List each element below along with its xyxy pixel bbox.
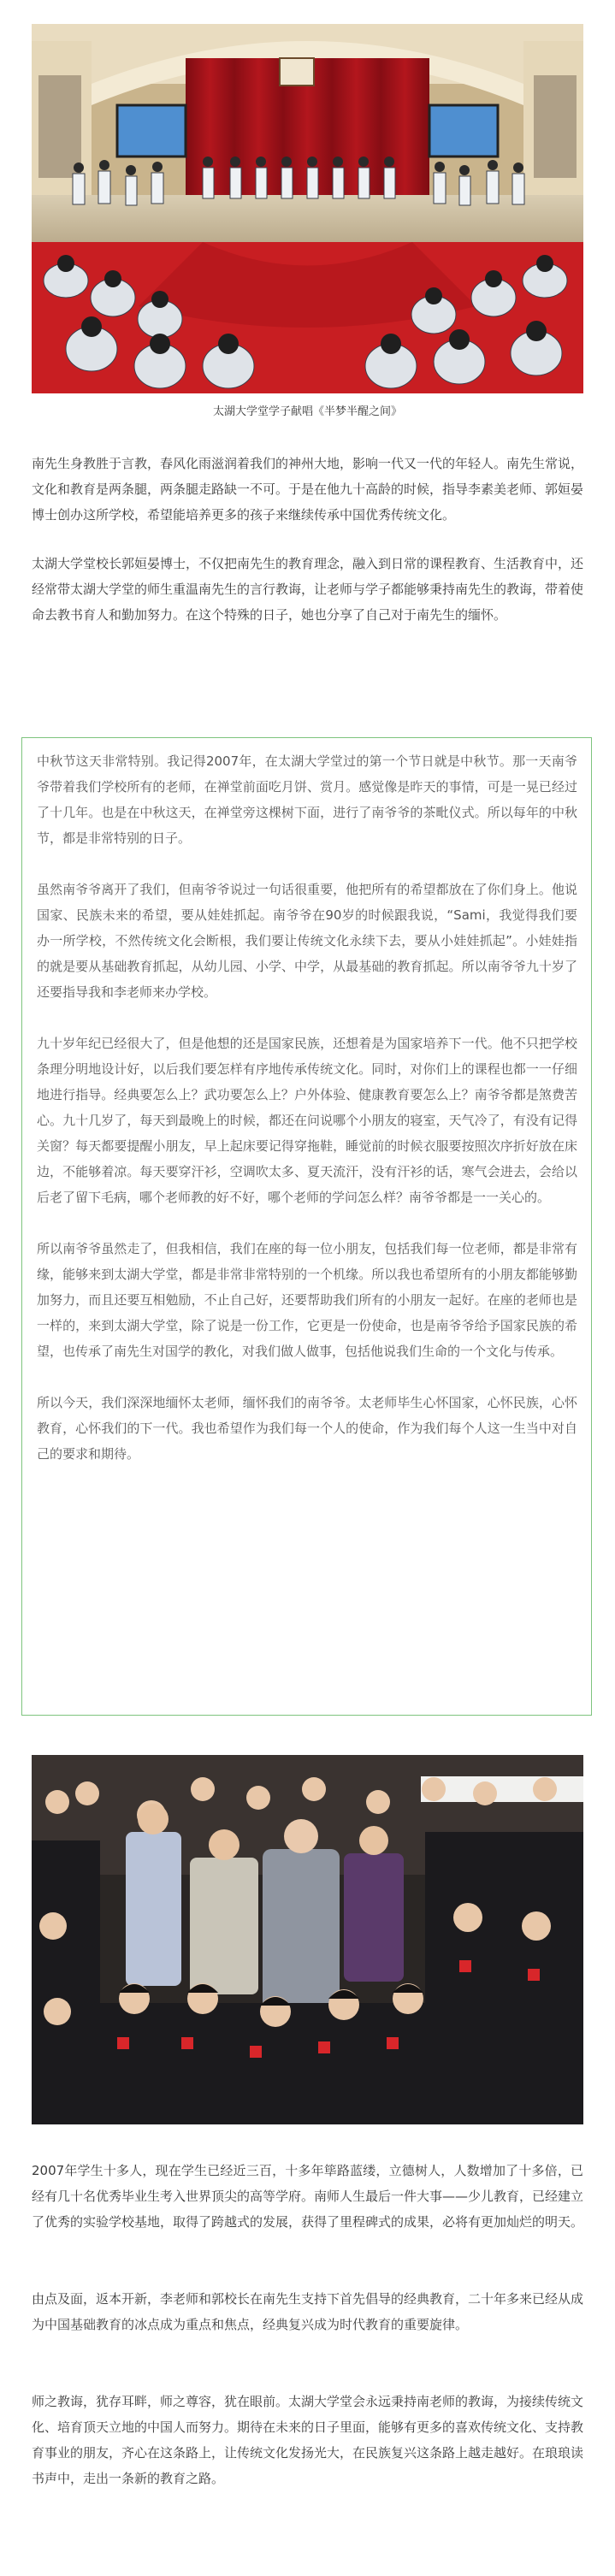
quote-paragraph-1: 中秋节这天非常特别。我记得2007年，在太湖大学堂过的第一个节日就是中秋节。那一天南爷爷带着我们学校所有的老师，在禅堂前面吃月饼、赏月。感觉像是昨天的事情，可是一晃已经过了十几年。也是在中秋这天，在禅堂旁这棵树下面，进行了南爷爷的茶毗仪式。所以每年的中秋节，都是非常特别的日子。 bbox=[37, 753, 577, 846]
quote-paragraph-5: 所以今天，我们深深地缅怀太老师，缅怀我们的南爷爷。太老师毕生心怀国家，心怀民族，心怀教育，心怀我们的下一代。我也希望作为我们每一个人的使命，作为我们每个人这一生当中对自己的要求和期待。 bbox=[37, 1395, 577, 1462]
group-photo-image bbox=[32, 1755, 583, 2124]
intro-paragraph-2: 太湖大学堂校长郭姮晏博士，不仅把南先生的教育理念，融入到日常的课程教育、生活教育中，还经常带太湖大学堂的师生重温南先生的言行教诲，让老师与学子都能够秉持南先生的教诲，带着使命去教书育人和勤加努力。在这个特殊的日子，她也分享了自己对于南先生的缅怀。 bbox=[32, 556, 584, 623]
speech-quote-box bbox=[21, 737, 592, 1716]
group-photo bbox=[32, 1755, 583, 2124]
outro-paragraph-2: 由点及面，返本开新，李老师和郭校长在南先生支持下首先倡导的经典教育，二十年多来已经从成为中国基础教育的冰点成为重点和焦点，经典复兴成为时代教育的重要旋律。 bbox=[32, 2291, 584, 2332]
intro-paragraph-1: 南先生身教胜于言教，春风化雨滋润着我们的神州大地，影响一代又一代的年轻人。南先生常说，文化和教育是两条腿，两条腿走路缺一不可。于是在他九十高龄的时候，指导李素美老师、郭姮晏博士创办这所学校，希望能培养更多的孩子来继续传承中国优秀传统文化。 bbox=[32, 456, 584, 523]
stage-performance-image bbox=[32, 24, 583, 393]
quote-paragraph-3: 九十岁年纪已经很大了，但是他想的还是国家民族，还想着是为国家培养下一代。他不只把学校条理分明地设计好，以后我们要怎样有序地传承传统文化。同时，对你们上的课程也都一一仔细地进行指导。经典要怎么上？武功要怎么上？户外体验、健康教育要怎么上？南爷爷都是煞费苦心。九十几岁了，每天到最晚上的时候，都还在问说哪个小朋友的寝室，天气冷了，有没有记得关窗？每天都要提醒小朋友，早上起床要记得穿拖鞋，睡觉前的时候衣服要按照次序折好放在床边，不能够着凉。每天要穿汗衫，空调吹太多、夏天流汗，没有汗衫的话，寒气会进去，会给以后老了留下毛病，哪个老师教的好不好，哪个老师的学问怎么样？南爷爷都是一一关心的。 bbox=[37, 1036, 577, 1205]
outro-paragraph-3: 师之教诲，犹存耳畔，师之尊容，犹在眼前。太湖大学堂会永远秉持南老师的教诲，为接续传统文化、培育顶天立地的中国人而努力。期待在未来的日子里面，能够有更多的喜欢传统文化、支持教育事业的朋友，齐心在这条路上，让传统文化发扬光大，在民族复兴这条路上越走越好。在琅琅读书声中，走出一条新的教育之路。 bbox=[32, 2394, 584, 2486]
stage-performance-photo bbox=[32, 24, 583, 393]
quote-paragraph-4: 所以南爷爷虽然走了，但我相信，我们在座的每一位小朋友，包括我们每一位老师，都是非常有缘，能够来到太湖大学堂，都是非常非常特别的一个机缘。所以我也希望所有的小朋友都能够勤加努力，而且还要互相勉励，不止自己好，还要帮助我们所有的小朋友一起好。在座的老师也是一样的，来到太湖大学堂，除了说是一份工作，它更是一份使命，也是南爷爷给予国家民族的希望，也传承了南先生对国学的教化，对我们做人做事，包括他说我们生命的一个文化与传承。 bbox=[37, 1241, 577, 1359]
photo-caption: 太湖大学堂学子献唱《半梦半醒之间》 bbox=[212, 405, 402, 418]
quote-paragraph-2: 虽然南爷爷离开了我们，但南爷爷说过一句话很重要，他把所有的希望都放在了你们身上。他说国家、民族未来的希望，要从娃娃抓起。南爷爷在90岁的时候跟我说，“Sami，我觉得我们要办一所学校，不然传统文化会断根，我们要让传统文化永续下去，要从小娃娃抓起”。小娃娃指的就是要从基础教育抓起，从幼儿园、小学、中学，从最基础的教育抓起。所以南爷爷九十岁了还要指导我和李老师来办学校。 bbox=[37, 882, 577, 1000]
outro-paragraph-1: 2007年学生十多人，现在学生已经近三百，十多年筚路蓝缕，立德树人，人数增加了十多倍，已经有几十名优秀毕业生考入世界顶尖的高等学府。南师人生最后一件大事——少儿教育，已经建立了优秀的实验学校基地，取得了跨越式的发展，获得了里程碑式的成果，必将有更加灿烂的明天。 bbox=[32, 2163, 584, 2230]
